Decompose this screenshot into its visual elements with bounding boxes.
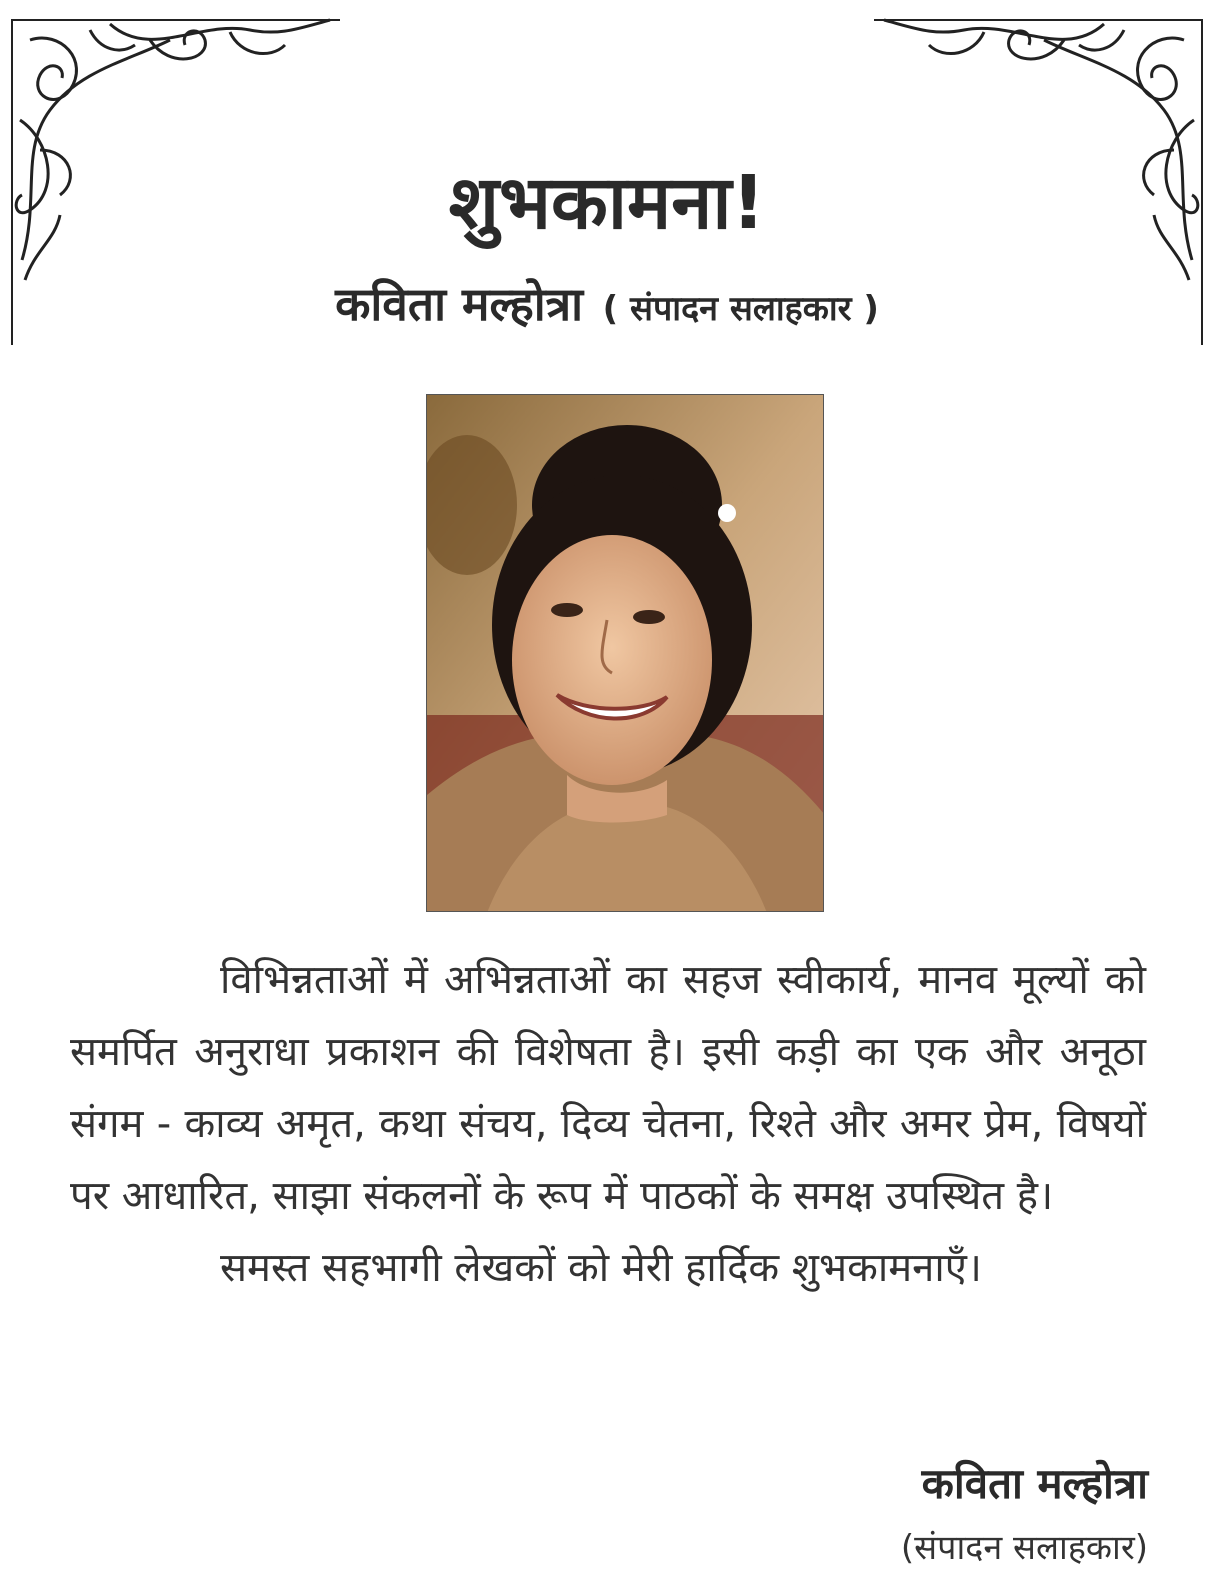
message-paragraph: विभिन्नताओं में अभिन्नताओं का सहज स्वीकार्य, मानव मूल्यों को समर्पित अनुराधा प्रकाशन की विशेषता है। इसी कड़ी का एक और अनूठा संगम - काव्य अमृत, कथा संचय, दिव्य चेतना, रिश्ते और अमर प्रेम, विषयों पर आधारित, साझा संकलनों के रूप में पाठकों के समक्ष उपस्थित है। (70, 957, 1146, 1219)
signature-block (901, 1452, 1148, 1580)
author-heading (0, 272, 1214, 347)
page-title: शुभकामना! (448, 160, 766, 246)
author-name: कविता मल्होत्रा (335, 277, 584, 331)
portrait-photo-icon (427, 395, 824, 912)
signature-role: (संपादन सलाहकार) (900, 1528, 1148, 1568)
portrait-photo (426, 394, 824, 912)
message-body (70, 944, 1146, 1304)
author-role: ( संपादन सलाहकार ) (602, 289, 879, 329)
signature-name: कविता मल्होत्रा (921, 1459, 1148, 1508)
message-paragraph: समस्त सहभागी लेखकों को मेरी हार्दिक शुभकामनाएँ। (220, 1245, 982, 1291)
